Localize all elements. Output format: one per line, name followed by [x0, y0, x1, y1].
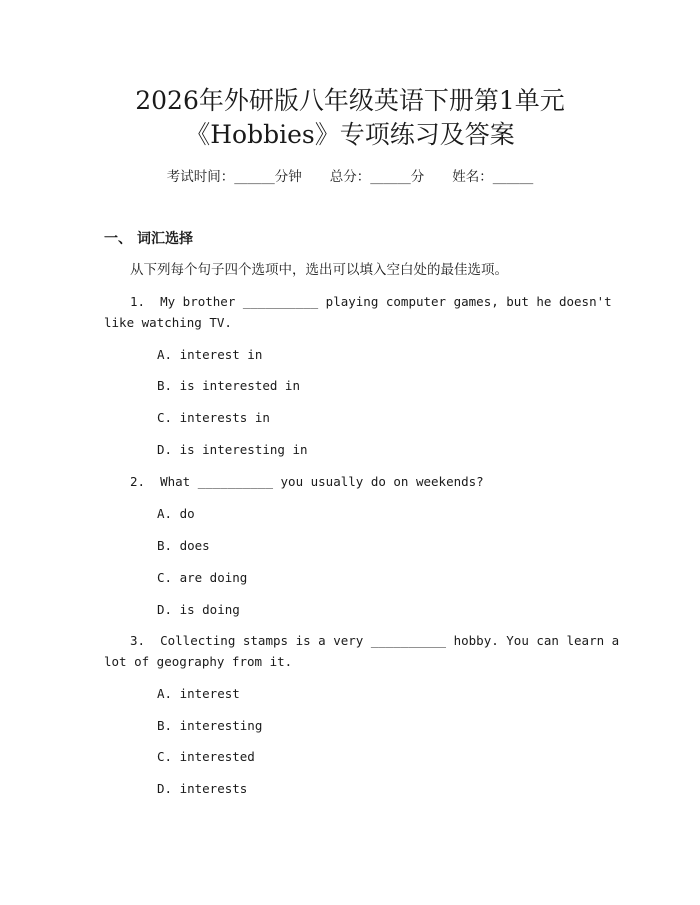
question-3-line-1: 3. Collecting stamps is a very __________ hobby. You can learn a: [130, 633, 620, 648]
question-1-line-2: like watching TV.: [104, 315, 232, 330]
question-1-option-d: D. is interesting in: [157, 442, 308, 457]
question-2-option-a: A. do: [157, 506, 195, 521]
question-1-line-1: 1. My brother __________ playing computer games, but he doesn't: [130, 294, 612, 309]
exam-score-field: 总分：______分: [329, 169, 425, 185]
question-3-option-d: D. interests: [157, 781, 248, 796]
question-1-option-b: B. is interested in: [157, 378, 300, 393]
exam-time-field: 考试时间：______分钟: [166, 169, 302, 185]
question-3-option-c: C. interested: [157, 749, 255, 764]
question-1-option-c: C. interests in: [157, 410, 270, 425]
question-1-option-a: A. interest in: [157, 347, 263, 362]
question-2-line-1: 2. What __________ you usually do on weekends?: [130, 474, 484, 489]
document-title-line-1: 2026年外研版八年级英语下册第1单元: [135, 86, 565, 115]
question-2-option-c: C. are doing: [157, 570, 248, 585]
question-3-line-2: lot of geography from it.: [104, 654, 293, 669]
question-2-option-d: D. is doing: [157, 602, 240, 617]
section-title: 词汇选择: [137, 231, 193, 247]
question-3-option-a: A. interest: [157, 686, 240, 701]
section-number: 一、: [104, 231, 132, 247]
section-instruction: 从下列每个句子四个选项中，选出可以填入空白处的最佳选项。: [130, 262, 508, 278]
document-title-line-2: 《Hobbies》专项练习及答案: [185, 120, 515, 149]
question-2-option-b: B. does: [157, 538, 210, 553]
section-heading: [104, 230, 193, 248]
exam-name-field: 姓名：______: [452, 169, 534, 185]
question-3-option-b: B. interesting: [157, 718, 263, 733]
exam-info: [0, 168, 700, 186]
